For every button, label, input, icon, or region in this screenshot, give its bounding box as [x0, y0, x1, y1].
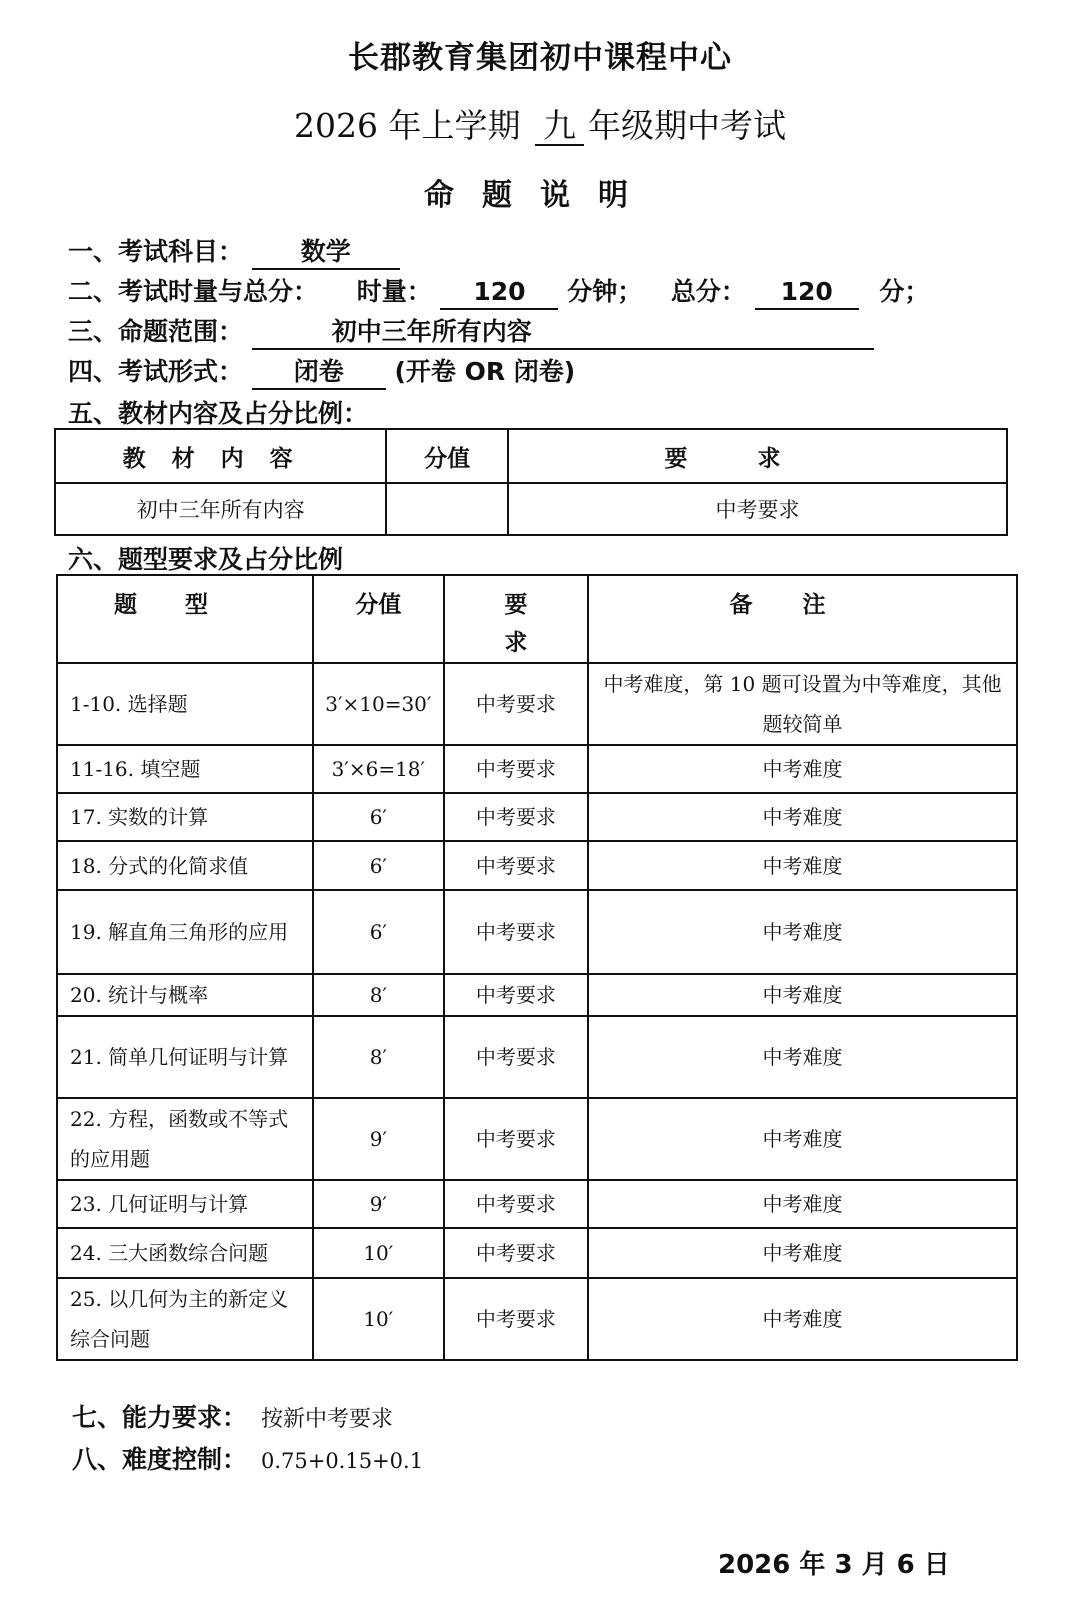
score-cell: 9′ [313, 1180, 444, 1228]
table-row [57, 974, 1017, 1016]
section8-line [72, 1440, 423, 1476]
subject-value: 数学 [252, 236, 400, 270]
note-cell: 中考难度，第 10 题可设置为中等难度，其他题较简单 [588, 663, 1017, 745]
table-row [57, 841, 1017, 890]
subject-line [68, 232, 400, 270]
note-cell: 中考难度 [588, 1278, 1017, 1360]
header-requirement: 要求 [508, 429, 1007, 483]
section7-label: 七、能力要求： [72, 1403, 248, 1432]
requirement-cell: 中考要求 [444, 1098, 588, 1180]
format-line [68, 352, 575, 390]
table-row [55, 483, 1007, 535]
score-cell: 6′ [313, 890, 444, 974]
note-cell: 中考难度 [588, 745, 1017, 793]
note-cell: 中考难度 [588, 890, 1017, 974]
exam-label: 年级期中考试 [587, 106, 786, 145]
note-cell: 中考难度 [588, 1016, 1017, 1098]
type-cell: 18. 分式的化简求值 [57, 841, 313, 890]
section5-heading: 五、教材内容及占分比例： [68, 399, 369, 428]
section6-header-row [57, 575, 1017, 663]
table-row [57, 745, 1017, 793]
type-cell: 24. 三大函数综合问题 [57, 1228, 313, 1278]
time-line [68, 272, 929, 310]
section7-line [72, 1398, 393, 1434]
section5-header-row [55, 429, 1007, 483]
scope-label: 三、命题范围： [68, 317, 244, 346]
table-row [57, 1098, 1017, 1180]
header-content: 教材内容 [55, 429, 386, 483]
type-cell: 1-10. 选择题 [57, 663, 313, 745]
table-row [57, 1180, 1017, 1228]
score-label: 总分： [670, 277, 746, 306]
score-cell [386, 483, 508, 535]
score-cell: 8′ [313, 1016, 444, 1098]
doc-title: 命题说明 [424, 178, 656, 213]
score-cell: 6′ [313, 793, 444, 841]
type-cell: 11-16. 填空题 [57, 745, 313, 793]
content-cell: 初中三年所有内容 [55, 483, 386, 535]
note-cell: 中考难度 [588, 974, 1017, 1016]
requirement-cell: 中考要求 [444, 1228, 588, 1278]
type-cell: 17. 实数的计算 [57, 793, 313, 841]
requirement-cell: 中考要求 [444, 663, 588, 745]
note-cell: 中考难度 [588, 1228, 1017, 1278]
table-row [57, 1228, 1017, 1278]
grade-value: 九 [535, 108, 584, 146]
table-row [57, 793, 1017, 841]
requirement-cell: 中考要求 [444, 841, 588, 890]
scope-line [68, 312, 874, 350]
note-cell: 中考难度 [588, 1180, 1017, 1228]
score-cell: 10′ [313, 1228, 444, 1278]
format-note: (开卷 OR 闭卷) [394, 357, 576, 386]
type-cell: 22. 方程，函数或不等式的应用题 [57, 1098, 313, 1180]
requirement-cell: 中考要求 [444, 1016, 588, 1098]
note-cell: 中考难度 [588, 1098, 1017, 1180]
header-type: 题型 [57, 575, 313, 663]
table-row [57, 890, 1017, 974]
requirement-cell: 中考要求 [444, 890, 588, 974]
score-unit: 分； [879, 277, 930, 306]
note-cell: 中考难度 [588, 841, 1017, 890]
score-value: 120 [755, 276, 859, 310]
subject-label: 一、考试科目： [68, 237, 244, 266]
header-score: 分值 [313, 575, 444, 663]
header-requirement-text: 要求 [504, 591, 528, 656]
section6-heading: 六、题型要求及占分比例 [68, 545, 344, 574]
section5-table [54, 428, 1008, 536]
header-score: 分值 [386, 429, 508, 483]
score-cell: 8′ [313, 974, 444, 1016]
requirement-cell: 中考要求 [508, 483, 1007, 535]
type-cell: 19. 解直角三角形的应用 [57, 890, 313, 974]
duration-value: 120 [440, 276, 558, 310]
type-cell: 20. 统计与概率 [57, 974, 313, 1016]
exam-title [0, 100, 1080, 147]
term-label: 2026 年上学期 [294, 106, 521, 145]
section8-label: 八、难度控制： [72, 1445, 248, 1474]
org-title: 长郡教育集团初中课程中心 [348, 40, 732, 76]
requirement-cell: 中考要求 [444, 974, 588, 1016]
type-cell: 21. 简单几何证明与计算 [57, 1016, 313, 1098]
requirement-cell: 中考要求 [444, 745, 588, 793]
table-row [57, 1016, 1017, 1098]
score-cell: 3′×6=18′ [313, 745, 444, 793]
table-row [57, 1278, 1017, 1360]
type-cell: 23. 几何证明与计算 [57, 1180, 313, 1228]
time-label: 二、考试时量与总分： [68, 277, 319, 306]
duration-unit: 分钟； [567, 277, 643, 306]
requirement-cell: 中考要求 [444, 1278, 588, 1360]
score-cell: 10′ [313, 1278, 444, 1360]
section8-value: 0.75+0.15+0.1 [260, 1449, 424, 1473]
score-cell: 6′ [313, 841, 444, 890]
header-requirement [444, 575, 588, 663]
table-row [57, 663, 1017, 745]
note-cell: 中考难度 [588, 793, 1017, 841]
section7-value: 按新中考要求 [260, 1407, 393, 1432]
section6-table [56, 574, 1018, 1361]
score-cell: 3′×10=30′ [313, 663, 444, 745]
requirement-cell: 中考要求 [444, 1180, 588, 1228]
score-cell: 9′ [313, 1098, 444, 1180]
format-label: 四、考试形式： [68, 357, 244, 386]
scope-value: 初中三年所有内容 [252, 316, 874, 350]
document-date: 2026 年 3 月 6 日 [718, 1550, 950, 1580]
duration-label: 时量： [356, 277, 432, 306]
type-cell: 25. 以几何为主的新定义综合问题 [57, 1278, 313, 1360]
requirement-cell: 中考要求 [444, 793, 588, 841]
header-note: 备注 [588, 575, 1017, 663]
format-value: 闭卷 [252, 356, 386, 390]
